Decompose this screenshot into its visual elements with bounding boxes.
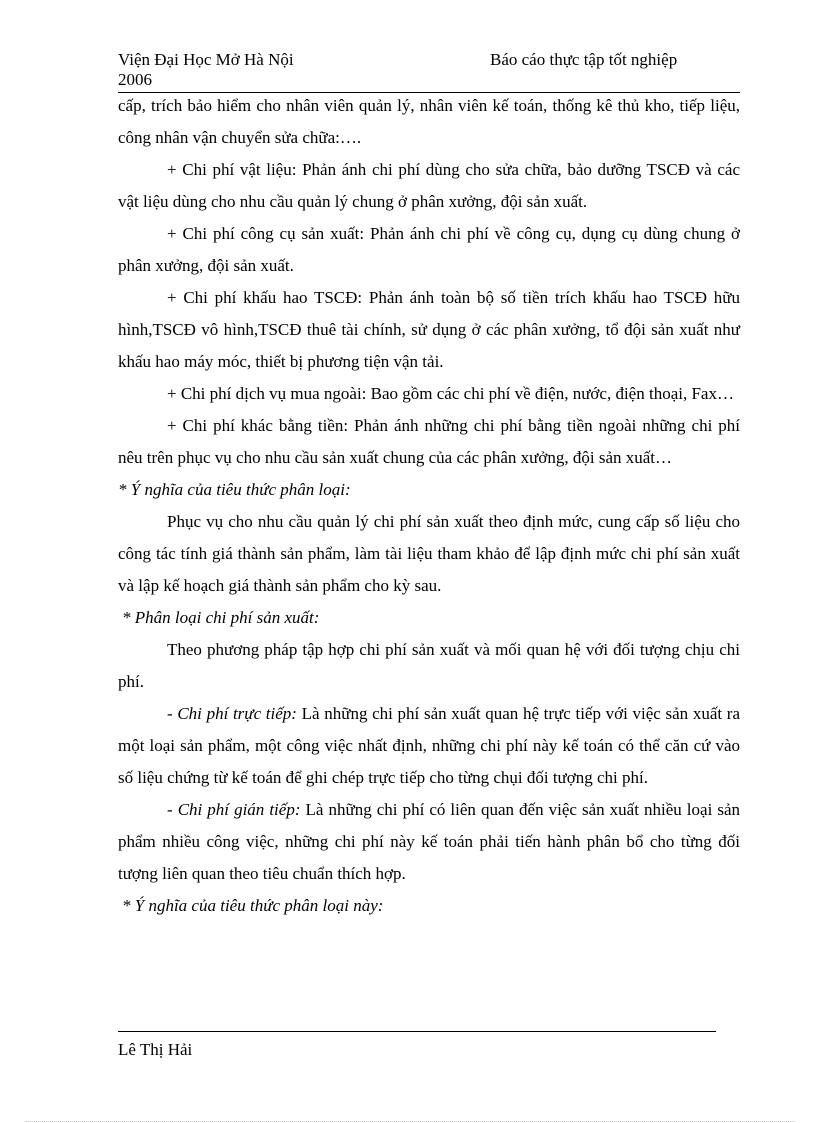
header-institution-block: [118, 50, 294, 90]
indirect-cost-label: - Chi phí gián tiếp:: [167, 800, 301, 819]
paragraph-other-cash-costs: + Chi phí khác bằng tiền: Phản ánh những chi phí bằng tiền ngoài những chi phí nêu trên phục vụ cho nhu cầu sản xuất chung của các phân xưởng, đội sản xuất…: [118, 416, 740, 467]
header-institution: Viện Đại Học Mở Hà Nội: [118, 50, 294, 69]
paragraph-outsourced-services: + Chi phí dịch vụ mua ngoài: Bao gồm các chi phí về điện, nước, điện thoại, Fax…: [167, 384, 734, 403]
paragraph-collection-method: Theo phương pháp tập hợp chi phí sản xuất và mối quan hệ với đối tượng chịu chi phí.: [118, 640, 740, 691]
paragraph-continuation: cấp, trích bảo hiểm cho nhân viên quản lý, nhân viên kế toán, thống kê thủ kho, tiếp liệu, công nhân vận chuyển sửa chữa:….: [118, 96, 740, 147]
paragraph-indirect-cost: [118, 794, 740, 890]
direct-cost-label: - Chi phí trực tiếp:: [167, 704, 297, 723]
paragraph-material-cost: + Chi phí vật liệu: Phản ánh chi phí dùng cho sửa chữa, bảo dưỡng TSCĐ và các vật liệu dùng cho nhu cầu quản lý chung ở phân xưởng, đội sản xuất.: [118, 160, 740, 211]
paragraph-depreciation-cost: + Chi phí khấu hao TSCĐ: Phản ánh toàn bộ số tiền trích khấu hao TSCĐ hữu hình,TSCĐ vô hình,TSCĐ thuê tài chính, sử dụng ở các phân xưởng, tổ đội sản xuất như khấu hao máy móc, thiết bị phương tiện vận tải.: [118, 288, 740, 371]
header-year: 2006: [118, 70, 152, 89]
paragraph-classification-purpose: Phục vụ cho nhu cầu quản lý chi phí sản xuất theo định mức, cung cấp số liệu cho công tác tính giá thành sản phẩm, làm tài liệu tham khảo để lập định mức chi phí sản xuất và lập kế hoạch giá thành sản phẩm cho kỳ sau.: [118, 512, 740, 595]
footer-author: Lê Thị Hải: [118, 1040, 193, 1059]
indirect-cost-text: Là những chi phí có liên quan đến việc sản xuất nhiều loại sản phẩm nhiều công việc, những chi phí này kế toán phải tiến hành phân bổ cho từng đối tượng liên quan theo tiêu chuẩn thích hợp.: [118, 800, 740, 883]
page-bottom-edge: [25, 1121, 795, 1122]
footer-divider: [118, 1031, 716, 1032]
paragraph-direct-cost: [118, 698, 740, 794]
direct-cost-text: Là những chi phí sản xuất quan hệ trực tiếp với việc sản xuất ra một loại sản phẩm, một công việc nhất định, những chi phí này kế toán có thể căn cứ vào số liệu chứng từ kế toán để ghi chép trực tiếp cho từng chụi đối tượng chi phí.: [118, 704, 740, 787]
heading-classification-meaning-2: * Ý nghĩa của tiêu thức phân loại này:: [122, 896, 384, 915]
heading-cost-classification: * Phân loại chi phí sản xuất:: [122, 608, 320, 627]
document-body: [118, 90, 740, 922]
header-report-title: Báo cáo thực tập tốt nghiệp: [490, 50, 678, 69]
paragraph-tool-cost: + Chi phí công cụ sản xuất: Phản ánh chi phí về công cụ, dụng cụ dùng chung ở phân xưởng, đội sản xuất.: [118, 224, 740, 275]
heading-classification-meaning: * Ý nghĩa của tiêu thức phân loại:: [118, 480, 351, 499]
